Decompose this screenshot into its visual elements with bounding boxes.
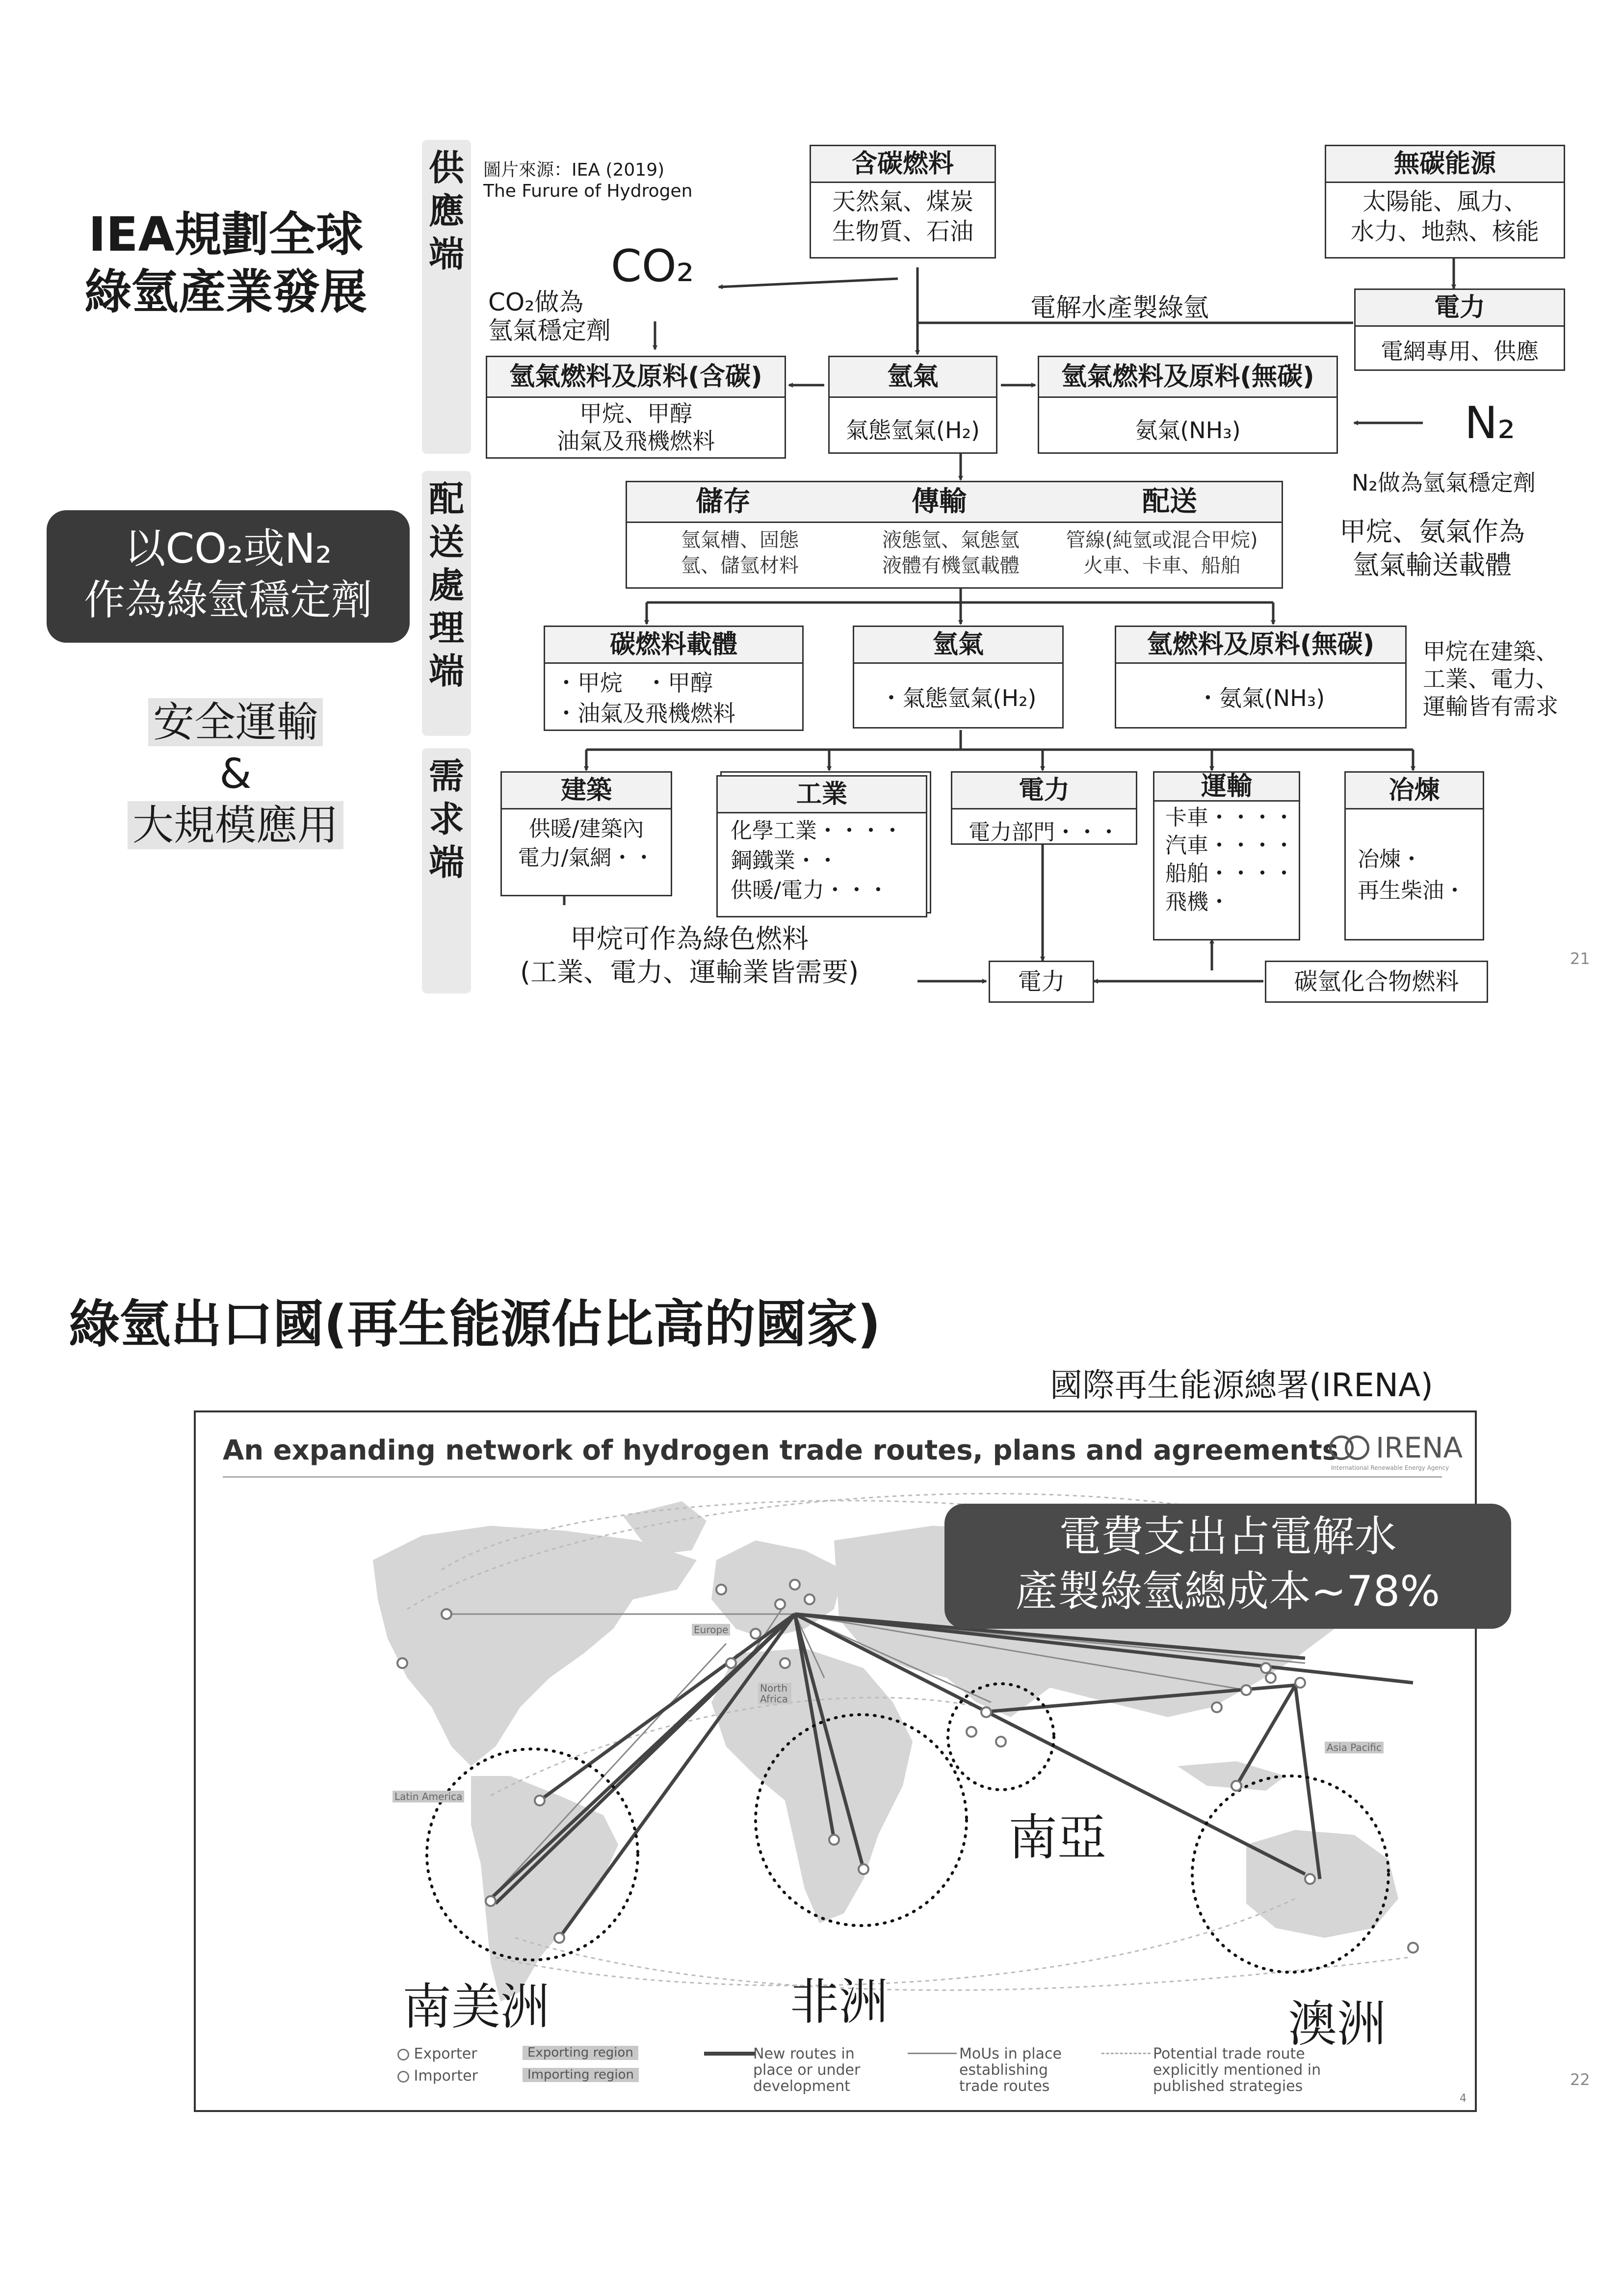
side-label-distribution: 配送處理端: [422, 471, 471, 736]
box-h-fuel-noncarbon: 氫燃料及原料(無碳) ・氨氣(NH₃): [1115, 626, 1407, 729]
legend-exporting-region: Exporting region: [523, 2046, 638, 2060]
legend-new-routes-line: [704, 2052, 756, 2056]
legend-mous: MoUs in place establishing trade routes: [959, 2045, 1062, 2095]
methane-green-note: 甲烷可作為綠色燃料 (工業、電力、運輸業皆需要): [520, 923, 859, 988]
callout-line1: 電費支出占電解水: [1059, 1512, 1397, 1561]
methane-demand-note: 甲烷在建築、 工業、電力、 運輸皆有需求: [1423, 638, 1558, 720]
region-label-south-asia: 南亞: [1008, 1809, 1106, 1866]
irena-logo-sub: International Renewable Energy Agency: [1331, 1464, 1449, 1471]
map-label-north-africa: North Africa: [758, 1683, 791, 1704]
side-label-supply: 供應端: [422, 140, 471, 454]
carrier-note: 甲烷、氨氣作為 氫氣輸送載體: [1339, 516, 1525, 580]
box-power-bottom: 電力: [989, 961, 1094, 1003]
page-number-22: 22: [1570, 2070, 1590, 2089]
legend-importing-region: Importing region: [523, 2068, 639, 2082]
box-transport: 運輸 卡車・・・・ 汽車・・・・ 船舶・・・・ 飛機・: [1153, 771, 1300, 940]
box-industry: 工業 化學工業・・・・ 鋼鐵業・・ 供暖/電力・・・: [716, 775, 927, 917]
irena-logo-text: IRENA: [1376, 1431, 1463, 1464]
legend-potential: Potential trade route explicitly mentioned in published strategies: [1153, 2045, 1321, 2095]
north-america: [373, 1526, 697, 1766]
title-line1: IEA規劃全球: [88, 207, 363, 262]
box-carbon-carrier: 碳燃料載體 ・甲烷 ・甲醇 ・油氣及飛機燃料: [544, 626, 804, 731]
importer-legend-icon: [397, 2071, 409, 2083]
box-power-demand: 電力 電力部門・・・: [951, 771, 1137, 845]
side-label-demand: 需求端: [422, 748, 471, 993]
badge-line2: 作為綠氫穩定劑: [83, 576, 372, 624]
map-label-asia-pacific: Asia Pacific: [1325, 1742, 1384, 1753]
image-source: 圖片來源：IEA (2019) The Furure of Hydrogen: [483, 160, 693, 202]
europe: [711, 1540, 844, 1639]
region-label-africa: 非洲: [790, 1973, 888, 2031]
n2-note: N₂做為氫氣穩定劑: [1352, 470, 1536, 496]
logistics-storage-head: 儲存: [696, 486, 751, 518]
safe-line1: 安全運輸: [148, 698, 323, 746]
region-label-australia: 澳洲: [1288, 1995, 1386, 2053]
box-noncarbon-energy: 無碳能源 太陽能、風力、 水力、地熱、核能: [1325, 145, 1565, 259]
map-label-europe: Europe: [692, 1624, 730, 1636]
page-number-21: 21: [1570, 949, 1590, 968]
logistics-delivery-head: 配送: [1142, 486, 1197, 518]
box-hydrogen-gas: 氫氣 ・氣態氫氣(H₂): [853, 626, 1064, 729]
box-hydrocarbon: 碳氫化合物燃料: [1265, 961, 1488, 1003]
callout-line2: 產製綠氫總成本~78%: [1015, 1566, 1441, 1616]
electrolysis-label: 電解水產製綠氫: [1030, 293, 1209, 323]
map-legend: [397, 2046, 1472, 2105]
co2-big: CO₂: [611, 240, 694, 292]
slide2-source: 國際再生能源總署(IRENA): [1050, 1366, 1434, 1404]
legend-exporter: Exporter: [414, 2045, 477, 2062]
map-page-number: 4: [1460, 2092, 1467, 2105]
box-h2-fuel-noncarbon: 氫氣燃料及原料(無碳) 氨氣(NH₃): [1038, 356, 1338, 454]
title-line2: 綠氫產業發展: [84, 264, 367, 320]
safe-line2: 大規模應用: [128, 801, 343, 849]
box-h2-fuel-carbon: 氫氣燃料及原料(含碳) 甲烷、甲醇 油氣及飛機燃料: [486, 356, 786, 459]
legend-importer: Importer: [414, 2067, 478, 2085]
co2-note: CO₂做為 氫氣穩定劑: [488, 288, 611, 345]
slide2-title: 綠氫出口國(再生能源佔比高的國家): [69, 1294, 881, 1354]
box-smelting: 冶煉 冶煉・ 再生柴油・: [1344, 771, 1484, 940]
safe-amp: &: [219, 750, 252, 798]
n2-big: N₂: [1465, 397, 1516, 449]
exporter-legend-icon: [397, 2049, 409, 2061]
map-title: An expanding network of hydrogen trade routes, plans and agreements: [223, 1435, 1339, 1466]
australia: [1246, 1830, 1398, 1938]
legend-potential-line: [1101, 2053, 1151, 2054]
badge-line1: 以CO₂或N₂: [124, 524, 332, 573]
cost-callout: [944, 1504, 1511, 1629]
map-label-latin-america: Latin America: [393, 1791, 464, 1802]
box-carbon-fuel: 含碳燃料 天然氣、煤炭 生物質、石油: [810, 145, 996, 259]
logistics-transport-head: 傳輸: [912, 486, 967, 518]
legend-new-routes: New routes in place or under development: [753, 2045, 861, 2095]
box-power-supply: 電力 電網專用、供應: [1354, 288, 1565, 371]
box-hydrogen: 氫氣 氣態氫氣(H₂): [828, 356, 997, 454]
region-label-south-america: 南美洲: [402, 1978, 550, 2035]
box-logistics: 儲存 傳輸 配送 氫氣槽、固態 氫、儲氫材料 液態氫、氣態氫 液體有機氫載體 管線(純氫或混合甲烷) 火車、卡車、船舶: [626, 481, 1283, 589]
legend-mous-line: [908, 2053, 957, 2054]
box-building: 建築 供暖/建築內 電力/氣網・・: [500, 771, 672, 896]
